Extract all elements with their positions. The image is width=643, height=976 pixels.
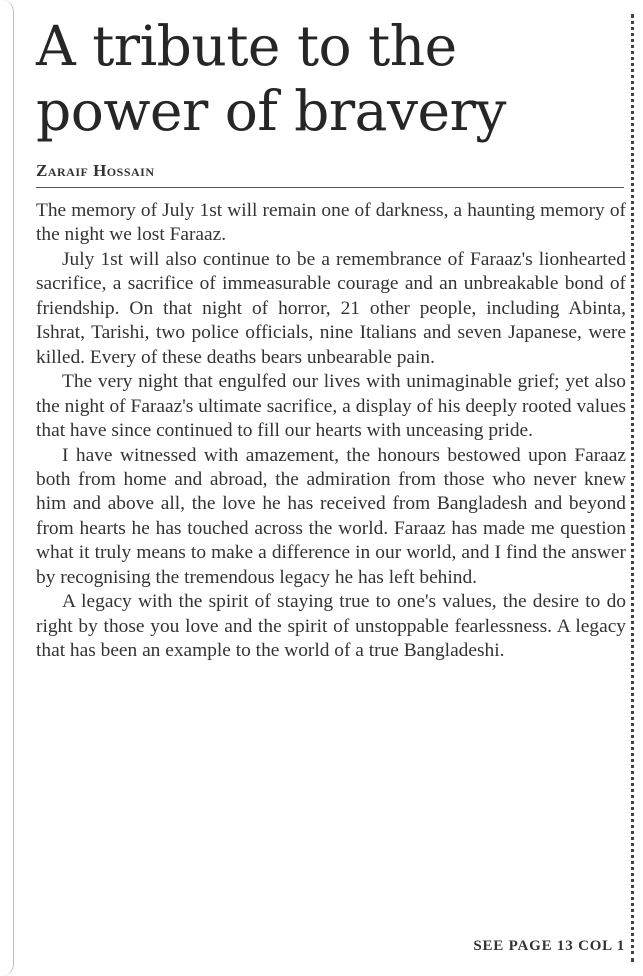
article-body <box>36 199 626 664</box>
headline-line-1: A tribute to the <box>36 14 457 78</box>
byline-divider <box>36 187 624 188</box>
headline-line-2: power of bravery <box>36 79 506 143</box>
article <box>36 14 626 664</box>
dotted-column-separator <box>631 14 634 962</box>
byline: Zaraif Hossain <box>36 161 155 180</box>
headline <box>36 14 626 144</box>
continuation-jump-line: SEE PAGE 13 COL 1 <box>473 938 625 954</box>
body-paragraph: The memory of July 1st will remain one of darkness, a haunting memory of the night we lost Faraaz. <box>36 200 626 246</box>
left-column-rule <box>0 0 14 976</box>
body-paragraph: A legacy with the spirit of staying true to one's values, the desire to do right by those you love and the spirit of unstoppable fearlessness. A legacy that has been an example to the world of a true Bangladeshi. <box>36 591 626 662</box>
body-paragraph: I have witnessed with amazement, the honours bestowed upon Faraaz both from home and abroad, the admiration from those who never knew him and above all, the love he has received from Bangladesh and beyond from hearts he has touched across the world. Faraaz has made me question what it truly means to make a difference in our world, and I find the answer by recognising the tremendous legacy he has left behind. <box>36 444 626 588</box>
body-paragraph: July 1st will also continue to be a remembrance of Faraaz's lionhearted sacrifice, a sacrifice of immeasurable courage and an unbreakable bond of friendship. On that night of horror, 21 other people, including Abinta, Ishrat, Tarishi, two police officials, nine Italians and seven Japanese, were killed. Every of these deaths bears unbearable pain. <box>36 248 626 368</box>
body-paragraph: The very night that engulfed our lives with unimaginable grief; yet also the night of Faraaz's ultimate sacrifice, a display of his deeply rooted values that have since continued to fill our hearts with unceasing pride. <box>36 371 626 442</box>
